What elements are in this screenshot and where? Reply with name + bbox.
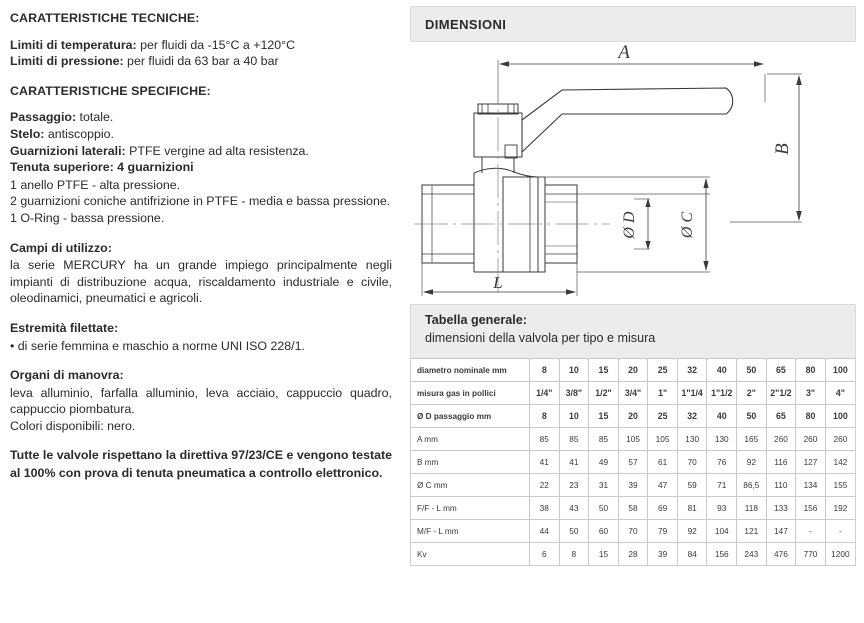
table-cell: 41	[530, 451, 560, 474]
table-cell: 39	[618, 474, 648, 497]
table-cell: 165	[737, 428, 767, 451]
dimension-label-d: Ø D	[621, 211, 638, 239]
table-cell: 1/4"	[530, 382, 560, 405]
specifications-table-body	[411, 359, 855, 566]
colori-disponibili-text: Colori disponibili: nero.	[10, 418, 136, 433]
table-cell: 8	[530, 405, 560, 428]
table-cell: 58	[618, 497, 648, 520]
table-row	[411, 520, 855, 543]
table-cell: 116	[766, 451, 796, 474]
table-cell: 130	[677, 428, 707, 451]
table-cell: 57	[618, 451, 648, 474]
table-row	[411, 428, 855, 451]
spacer	[10, 102, 392, 109]
table-cell: 92	[677, 520, 707, 543]
stelo-row	[10, 126, 392, 143]
table-cell: 25	[648, 405, 678, 428]
table-cell: 134	[796, 474, 826, 497]
table-row-label: diametro nominale mm	[411, 359, 530, 382]
table-cell: 32	[677, 359, 707, 382]
technical-specs-column	[0, 0, 406, 623]
spacer	[10, 354, 392, 367]
table-cell: 65	[766, 359, 796, 382]
table-cell: 260	[766, 428, 796, 451]
tenuta-detail-1: 1 anello PTFE - alta pressione.	[10, 177, 181, 192]
table-cell: 50	[589, 497, 619, 520]
dimensioni-header-panel	[410, 6, 856, 42]
table-cell: 50	[737, 359, 767, 382]
table-cell: 28	[618, 543, 648, 566]
table-row	[411, 474, 855, 497]
tenuta-detail-3: 1 O-Ring - bassa pressione.	[10, 210, 165, 225]
table-cell: 41	[559, 451, 589, 474]
table-cell: 59	[677, 474, 707, 497]
table-cell: 192	[825, 497, 855, 520]
tabella-generale-title: Tabella generale:	[425, 313, 527, 327]
table-cell: 69	[648, 497, 678, 520]
table-cell: 50	[737, 405, 767, 428]
table-cell: 70	[677, 451, 707, 474]
table-row	[411, 543, 855, 566]
table-cell: 243	[737, 543, 767, 566]
specifications-table	[411, 358, 855, 565]
spacer	[10, 70, 392, 83]
table-cell: 20	[618, 405, 648, 428]
stelo-value: antiscoppio.	[44, 126, 114, 141]
spacer	[10, 434, 392, 447]
tenuta-detail-2: 2 guarnizioni coniche antifrizione in PTFE - media e bassa pressione.	[10, 194, 391, 209]
table-row-label: M/F - L mm	[411, 520, 530, 543]
table-cell: 85	[559, 428, 589, 451]
table-row-label: B mm	[411, 451, 530, 474]
table-cell: 100	[825, 405, 855, 428]
table-cell: 38	[530, 497, 560, 520]
table-cell: 104	[707, 520, 737, 543]
table-row	[411, 405, 855, 428]
spacer	[10, 30, 392, 37]
table-cell: 1/2"	[589, 382, 619, 405]
guarnizioni-laterali-value: PTFE vergine ad alta resistenza.	[125, 143, 309, 158]
table-cell: 22	[530, 474, 560, 497]
table-cell: 260	[825, 428, 855, 451]
passaggio-label: Passaggio:	[10, 110, 77, 125]
table-cell: 8	[530, 359, 560, 382]
spacer	[10, 307, 392, 320]
table-cell: 20	[618, 359, 648, 382]
table-cell: 156	[796, 497, 826, 520]
table-cell: 105	[618, 428, 648, 451]
table-row-label: misura gas in pollici	[411, 382, 530, 405]
table-cell: 93	[707, 497, 737, 520]
campi-di-utilizzo-text: la serie MERCURY ha un grande impiego principalmente negli impianti di distribuzione acqua, riscaldamento industriale e civile, oleodinamici, pneumatici e agricoli.	[10, 258, 392, 306]
table-cell: 80	[796, 405, 826, 428]
table-cell: 130	[707, 428, 737, 451]
table-cell: 155	[825, 474, 855, 497]
estremita-filettate-title: Estremità filettate:	[10, 320, 119, 335]
table-cell: 127	[796, 451, 826, 474]
estremita-filettate-text: • di serie femmina e maschio a norme UNI ISO 228/1.	[10, 338, 305, 353]
table-cell: 110	[766, 474, 796, 497]
table-cell: 142	[825, 451, 855, 474]
table-cell: -	[825, 520, 855, 543]
dimension-label-a: A	[618, 42, 630, 63]
table-cell: 76	[707, 451, 737, 474]
table-cell: 3"	[796, 382, 826, 405]
table-cell: 60	[589, 520, 619, 543]
table-row-label: Ø D passaggio mm	[411, 405, 530, 428]
table-cell: 1"1/4	[677, 382, 707, 405]
table-row	[411, 451, 855, 474]
table-row	[411, 382, 855, 405]
pressure-limits-label: Limiti di pressione:	[10, 54, 124, 69]
table-row-label: F/F - L mm	[411, 497, 530, 520]
table-cell: 147	[766, 520, 796, 543]
table-cell: 70	[618, 520, 648, 543]
table-cell: 10	[559, 359, 589, 382]
specifications-table-container	[410, 358, 856, 566]
table-cell: 10	[559, 405, 589, 428]
temperature-limits-row	[10, 37, 392, 54]
table-cell: 85	[530, 428, 560, 451]
table-cell: 105	[648, 428, 678, 451]
table-cell: 79	[648, 520, 678, 543]
section-title-caratteristiche-specifiche: CARATTERISTICHE SPECIFICHE:	[10, 83, 211, 98]
tabella-generale-subtitle: dimensioni della valvola per tipo e misura	[425, 331, 656, 345]
table-cell: 92	[737, 451, 767, 474]
organi-di-manovra-title: Organi di manovra:	[10, 368, 124, 383]
table-row-label: Ø C mm	[411, 474, 530, 497]
table-cell: 32	[677, 405, 707, 428]
dimensioni-title: DIMENSIONI	[425, 16, 507, 32]
campi-di-utilizzo-title: Campi di utilizzo:	[10, 240, 112, 255]
table-cell: 15	[589, 405, 619, 428]
table-cell: 40	[707, 405, 737, 428]
table-cell: 6	[530, 543, 560, 566]
table-cell: 121	[737, 520, 767, 543]
table-cell: 8	[559, 543, 589, 566]
table-cell: 133	[766, 497, 796, 520]
table-cell: 85	[589, 428, 619, 451]
stelo-label: Stelo:	[10, 126, 45, 141]
table-row-label: A mm	[411, 428, 530, 451]
compliance-statement: Tutte le valvole rispettano la direttiva 97/23/CE e vengono testate al 100% con prova di tenuta pneumatica a controllo elettronico.	[10, 448, 392, 480]
tenuta-superiore-label: Tenuta superiore: 4 guarnizioni	[10, 160, 194, 175]
table-cell: 25	[648, 359, 678, 382]
valve-drawing-container	[410, 42, 856, 304]
table-cell: 50	[559, 520, 589, 543]
table-cell: 49	[589, 451, 619, 474]
table-cell: 3/8"	[559, 382, 589, 405]
table-cell: 3/4"	[618, 382, 648, 405]
table-cell: 47	[648, 474, 678, 497]
table-cell: 2"1/2	[766, 382, 796, 405]
dimension-label-c: Ø C	[679, 211, 696, 239]
temperature-limits-label: Limiti di temperatura:	[10, 37, 137, 52]
dimension-label-l: L	[493, 273, 503, 292]
tabella-generale-header-panel	[410, 304, 856, 358]
table-row	[411, 497, 855, 520]
table-cell: 15	[589, 543, 619, 566]
table-cell: 1200	[825, 543, 855, 566]
table-cell: 44	[530, 520, 560, 543]
dimension-label-b: B	[772, 143, 793, 155]
passaggio-value: totale.	[76, 110, 114, 125]
organi-di-manovra-text: leva alluminio, farfalla alluminio, leva acciaio, cappuccio quadro, cappuccio piombatura.	[10, 385, 392, 417]
temperature-limits-value: per fluidi da -15°C a +120°C	[136, 37, 296, 52]
table-cell: 2"	[737, 382, 767, 405]
table-cell: 4"	[825, 382, 855, 405]
guarnizioni-laterali-row	[10, 143, 392, 160]
spacer	[10, 227, 392, 240]
table-cell: 39	[648, 543, 678, 566]
table-cell: 476	[766, 543, 796, 566]
ball-valve-technical-drawing	[410, 42, 860, 304]
table-cell: 84	[677, 543, 707, 566]
table-cell: 71	[707, 474, 737, 497]
table-cell: 15	[589, 359, 619, 382]
table-cell: 1"	[648, 382, 678, 405]
table-cell: -	[796, 520, 826, 543]
table-cell: 1"1/2	[707, 382, 737, 405]
guarnizioni-laterali-label: Guarnizioni laterali:	[10, 143, 126, 158]
table-cell: 23	[559, 474, 589, 497]
table-cell: 80	[796, 359, 826, 382]
table-cell: 86,5	[737, 474, 767, 497]
table-cell: 156	[707, 543, 737, 566]
passaggio-row	[10, 109, 392, 126]
table-cell: 118	[737, 497, 767, 520]
table-cell: 100	[825, 359, 855, 382]
table-row-label: Kv	[411, 543, 530, 566]
table-cell: 43	[559, 497, 589, 520]
table-cell: 61	[648, 451, 678, 474]
table-cell: 40	[707, 359, 737, 382]
dimensions-column	[406, 0, 864, 623]
table-cell: 81	[677, 497, 707, 520]
table-row	[411, 359, 855, 382]
pressure-limits-row	[10, 53, 392, 70]
section-title-caratteristiche-tecniche: CARATTERISTICHE TECNICHE:	[10, 11, 200, 25]
table-cell: 65	[766, 405, 796, 428]
pressure-limits-value: per fluidi da 63 bar a 40 bar	[123, 54, 279, 69]
table-cell: 770	[796, 543, 826, 566]
table-cell: 260	[796, 428, 826, 451]
table-cell: 31	[589, 474, 619, 497]
